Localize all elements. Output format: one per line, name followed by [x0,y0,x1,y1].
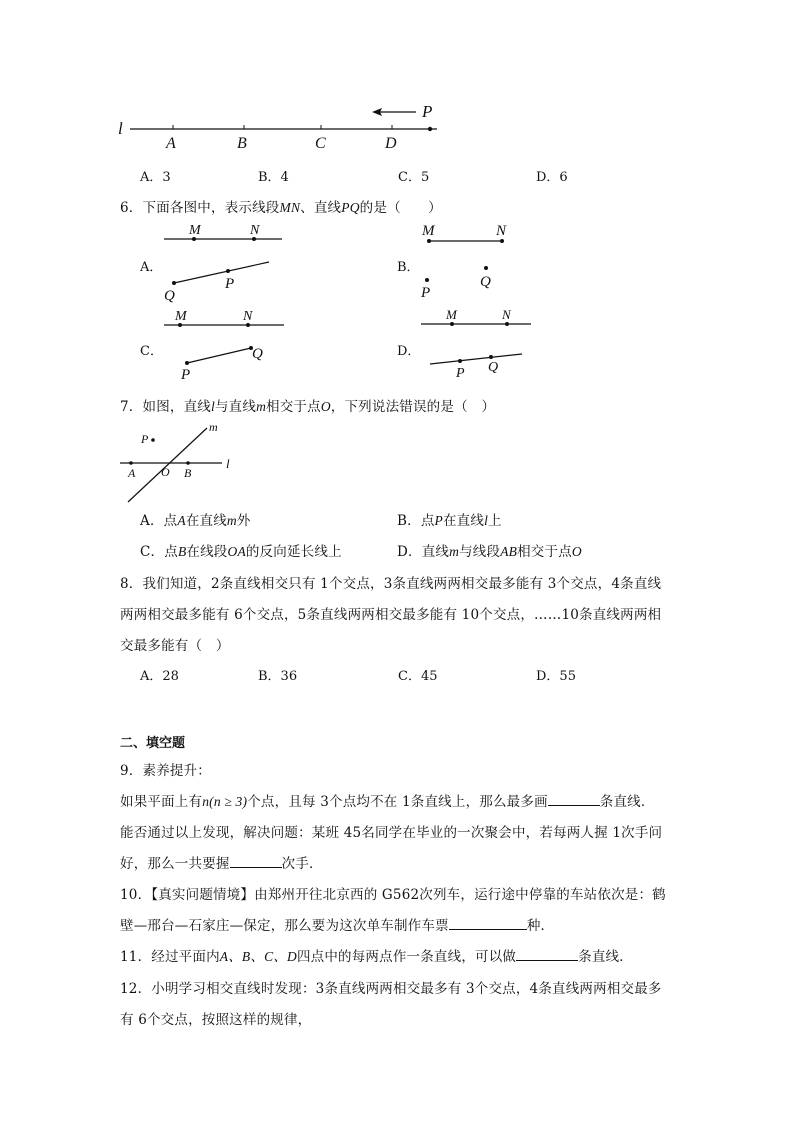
point-label-C: C [315,135,326,152]
label-Q: Q [488,360,499,375]
q8-option-a: A．28 [140,669,179,684]
q11-text-a: 11．经过平面内 [120,949,220,965]
label-P: P [225,276,235,292]
q10-l2-text-b: 种． [526,918,555,934]
label-M: M [422,223,435,239]
point-M [450,322,454,326]
q7-opt-c-text2: 在线段 [186,544,228,560]
q5-option-a: A．3 [140,170,171,185]
q8-option-d: D．55 [536,669,576,684]
q6-figure-d [412,303,542,383]
point-label-B: B [237,135,247,152]
q6-option-b-label: B． [397,260,420,275]
q7-figure [115,418,245,503]
q7-opt-d-var1: m [449,544,460,559]
q6-stem-mid: 、直线 [300,200,342,216]
q12-line-2: 有 6个交点，按照这样的规律， [120,1012,312,1028]
q7-opt-a-text3: 外 [236,513,251,529]
label-A: A [128,466,136,480]
label-M: M [446,307,457,322]
q7-option-a [140,509,251,529]
point-A [129,461,133,465]
q6-stem [120,196,442,216]
q6-option-c-label: C． [140,344,163,359]
q7-opt-a-text1: A．点 [140,513,178,529]
point-label-P: P [422,102,433,121]
q8-line-3: 交最多能有（ ） [120,638,230,654]
label-N: N [243,309,253,324]
q9-l3-text-b: 次手． [281,856,323,872]
q9-l1-text-a: 如果平面上有 [120,794,203,810]
q8-option-b: B．36 [258,669,298,684]
label-m: m [209,420,218,434]
q11-text-d: 条直线． [578,949,633,965]
point-label-A: A [166,135,176,152]
q6-stem-prefix: 6．下面各图中，表示线段 [120,200,280,216]
point-Q [172,281,176,285]
q8-option-c: C．45 [398,669,438,684]
q7-opt-d-var3: O [571,544,582,559]
q12-line-1: 12．小明学习相交直线时发现：3条直线两两相交最多有 3个交点，4条直线两两相交最多 [120,981,662,997]
q9-line-1 [120,790,655,810]
point-M [427,239,431,243]
q10-answer-blank[interactable] [449,917,527,930]
q7-opt-b-text2: 在直线 [442,513,485,529]
q9-title: 9．素养提升： [120,763,211,779]
q7-opt-b-var2: l [484,513,489,528]
q7-stem-b: 与直线 [214,399,257,415]
q6-segment-name: MN [279,200,301,215]
q7-line-m: m [256,399,267,414]
line-PQ [430,354,522,364]
segment-PQ [187,348,251,363]
label-O: O [161,465,170,479]
q9-answer-blank-1[interactable] [548,793,600,806]
q7-option-c [140,540,342,560]
q7-point-o: O [320,399,331,414]
q6-figure-c [155,303,290,383]
label-M: M [189,223,201,238]
label-B: B [184,466,192,480]
q7-opt-d-text1: D．直线 [397,544,450,560]
q7-opt-c-text3: 的反向延长线上 [245,544,342,560]
q7-opt-b-text3: 上 [488,513,502,529]
point-N [500,239,504,243]
label-P: P [181,367,191,383]
q9-answer-blank-2[interactable] [230,855,282,868]
q7-opt-a-var2: m [226,513,237,528]
q7-opt-d-text2: 与线段 [459,544,501,560]
label-N: N [250,223,260,238]
q11-text-c: 四点中的每两点作一条直线，可以做 [296,949,517,965]
label-P: P [421,285,431,301]
q6-figure-b [412,218,522,306]
q7-opt-c-var2: OA [227,544,246,559]
segment-QP [174,262,269,283]
q7-stem-a: 7．如图，直线 [120,399,211,415]
point-P [226,269,230,273]
label-Q: Q [164,288,175,304]
q7-opt-c-text1: C．点 [140,544,178,560]
q10-line-2 [120,914,554,934]
q7-opt-a-var1: A [177,513,186,528]
label-Q: Q [480,274,491,290]
section-heading-fill-in: 二、填空题 [120,736,186,751]
point-B [186,461,190,465]
q7-stem [120,395,495,415]
point-Q [489,355,493,359]
q9-l1-text-c: 条直线． [599,794,655,810]
label-P: P [141,432,149,446]
q5-number-line-figure [110,96,450,156]
q7-option-b [397,509,502,529]
q7-option-d [397,540,582,560]
q8-line-2: 两两相交最多能有 6个交点，5条直线两两相交最多能有 10个交点，……10条直线两两相 [120,607,662,623]
q7-opt-d-text3: 相交于点 [517,544,572,560]
point-P-dot [428,127,432,131]
q6-option-a-label: A． [140,260,163,275]
q6-option-d-label: D． [397,344,421,359]
q7-stem-c: 相交于点 [266,399,321,415]
q7-opt-b-text1: B．点 [397,513,435,529]
label-N: N [496,223,507,239]
q9-line-3 [120,852,323,872]
point-P [425,278,429,282]
point-Q [484,266,488,270]
q5-option-c: C．5 [398,170,430,185]
q11-line [120,945,633,965]
label-P: P [456,366,465,381]
q6-stem-suffix: 的是（ ） [359,200,442,216]
q7-opt-b-var1: P [434,513,443,528]
q6-line-name: PQ [341,200,360,215]
q9-l1-math: n(n ≥ 3) [202,794,248,809]
q7-opt-c-var1: B [177,544,187,559]
label-Q: Q [252,346,263,362]
q7-line-l: l [211,399,215,414]
point-P [151,438,155,442]
q6-figure-a [155,218,285,306]
q5-option-b: B．4 [258,170,289,185]
q10-l2-text-a: 壁—邢台—石家庄—保定，那么要为这次单车制作车票 [120,918,449,934]
q10-line-1: 10．【真实问题情境】由郑州开往北京西的 G562次列车，运行途中停靠的车站依次是：鹤 [120,887,666,903]
point-P [185,361,189,365]
q7-stem-d: ，下列说法错误的是（ ） [330,399,496,415]
point-N [505,322,509,326]
q8-line-1: 8．我们知道，2条直线相交只有 1个交点，3条直线两两相交最多能有 3个交点，4条直线 [120,576,662,592]
q7-opt-a-text2: 在直线 [185,513,227,529]
line-label-l: l [118,119,123,138]
point-label-D: D [385,135,397,152]
q9-l3-text-a: 好，那么一共要握 [120,856,230,872]
q7-opt-d-var2: AB [500,544,518,559]
label-M: M [175,309,187,324]
q11-answer-blank[interactable] [516,948,578,961]
q9-line-2: 能否通过以上发现，解决问题：某班 45名同学在毕业的一次聚会中，若每两人握 1次手问 [120,825,663,841]
label-N: N [502,307,511,322]
point-P [458,359,462,363]
q9-l1-text-b: 个点，且每 3个点均不在 1条直线上，那么最多画 [247,794,548,810]
q11-points: A、B、C、D [219,949,297,964]
q5-option-d: D．6 [536,170,568,185]
label-l: l [226,456,230,471]
